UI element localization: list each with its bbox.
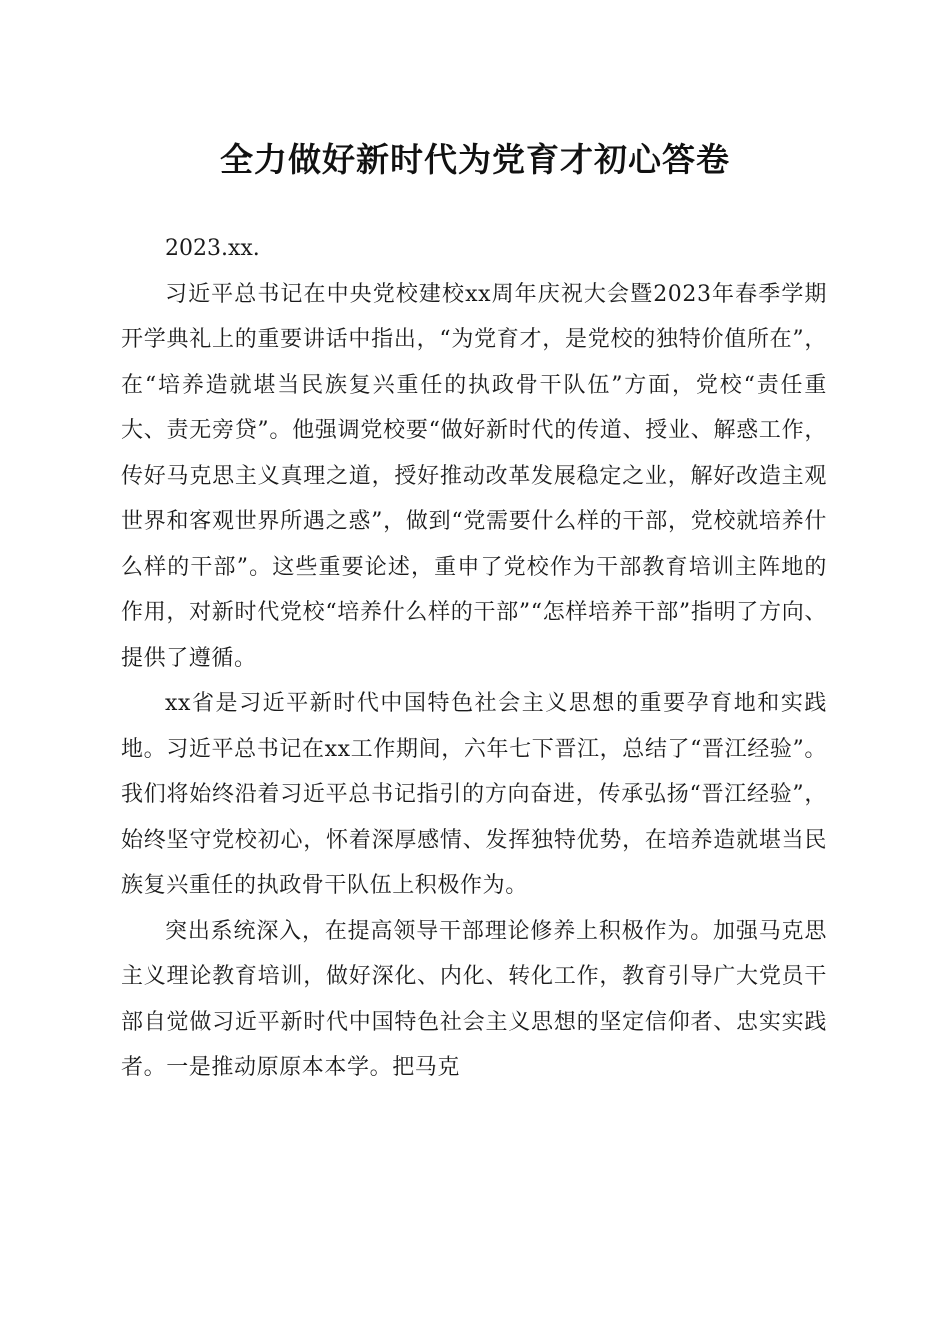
- document-body: [121, 226, 827, 1091]
- document-date: 2023.xx.: [165, 236, 260, 261]
- paragraph-1: 习近平总书记在中央党校建校xx周年庆祝大会暨2023年春季学期开学典礼上的重要讲话中指出，“为党育才，是党校的独特价值所在”，在“培养造就堪当民族复兴重任的执政骨干队伍”方面，党校“责任重大、责无旁贷”。他强调党校要“做好新时代的传道、授业、解惑工作，传好马克思主义真理之道，授好推动改革发展稳定之业，解好改造主观世界和客观世界所遇之惑”，做到“党需要什么样的干部，党校就培养什么样的干部”。这些重要论述，重申了党校作为干部教育培训主阵地的作用，对新时代党校“培养什么样的干部”“怎样培养干部”指明了方向、提供了遵循。: [121, 281, 827, 671]
- paragraph-2: xx省是习近平新时代中国特色社会主义思想的重要孕育地和实践地。习近平总书记在xx工作期间，六年七下晋江，总结了“晋江经验”。我们将始终沿着习近平总书记指引的方向奋进，传承弘扬“晋江经验”，始终坚守党校初心，怀着深厚感情、发挥独特优势，在培养造就堪当民族复兴重任的执政骨干队伍上积极作为。: [121, 691, 827, 898]
- document-title: 全力做好新时代为党育才初心答卷: [220, 140, 730, 179]
- paragraph-3: 突出系统深入，在提高领导干部理论修养上积极作为。加强马克思主义理论教育培训，做好深化、内化、转化工作，教育引导广大党员干部自觉做习近平新时代中国特色社会主义思想的坚定信仰者、忠实实践者。一是推动原原本本学。把马克: [121, 918, 827, 1080]
